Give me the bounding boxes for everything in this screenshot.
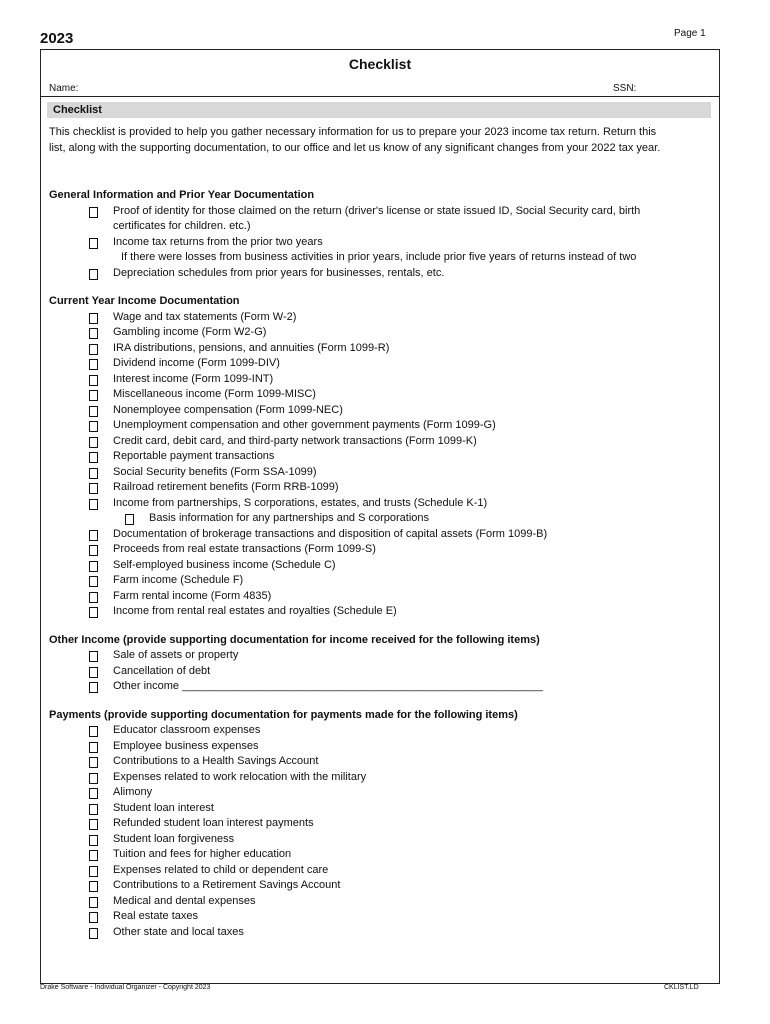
checklist-group xyxy=(49,633,709,695)
checklist-item xyxy=(49,604,709,620)
checkbox[interactable] xyxy=(89,468,98,479)
checkbox[interactable] xyxy=(89,928,98,939)
checklist-item-label: Educator classroom expenses xyxy=(113,724,261,736)
checklist-item xyxy=(49,434,709,450)
checklist-item-label: Proof of identity for those claimed on the return (driver's license or state issued ID, Social Security card, birth certificates for children. etc.) xyxy=(113,204,641,232)
checklist-item xyxy=(49,785,709,801)
checklist-group xyxy=(49,708,709,941)
checkbox[interactable] xyxy=(89,238,98,249)
group-title: Other Income (provide supporting documentation for income received for the following items) xyxy=(49,633,540,646)
footer-copyright: Drake Software - Individual Organizer - Copyright 2023 xyxy=(40,984,211,991)
checklist-item xyxy=(49,310,709,326)
checklist-item-label: Gambling income (Form W2-G) xyxy=(113,326,267,338)
checklist-item xyxy=(49,723,709,739)
checkbox[interactable] xyxy=(89,667,98,678)
checklist-item-label: Cancellation of debt xyxy=(113,664,211,677)
checklist-item xyxy=(49,558,709,574)
checkbox[interactable] xyxy=(89,757,98,768)
checklist-group xyxy=(49,294,709,620)
checklist-item xyxy=(49,542,709,558)
checklist-item xyxy=(49,341,709,357)
checklist-item-label: Railroad retirement benefits (Form RRB-1099) xyxy=(113,481,339,493)
checklist-item xyxy=(49,770,709,786)
form-title: Checklist xyxy=(348,56,412,72)
checklist-item xyxy=(49,235,709,251)
checkbox[interactable] xyxy=(89,912,98,923)
checklist-item-label: Refunded student loan interest payments xyxy=(113,817,314,829)
checklist-item-label: Dividend income (Form 1099-DIV) xyxy=(113,357,280,369)
checkbox[interactable] xyxy=(89,406,98,417)
checklist-item-label: Depreciation schedules from prior years for businesses, rentals, etc. xyxy=(113,266,445,279)
checklist-item-label: Student loan interest xyxy=(113,801,214,814)
footer-form-code: CKLIST.LD xyxy=(664,984,699,991)
checklist-item-label: Documentation of brokerage transactions and disposition of capital assets (Form 1099-B) xyxy=(113,527,548,540)
checkbox[interactable] xyxy=(89,819,98,830)
checkbox[interactable] xyxy=(89,499,98,510)
checkbox[interactable] xyxy=(89,452,98,463)
checkbox[interactable] xyxy=(89,530,98,541)
checklist-group xyxy=(49,188,709,281)
checklist-item-label: Income from rental real estates and royalties (Schedule E) xyxy=(113,605,397,617)
header-divider xyxy=(41,96,719,97)
checkbox[interactable] xyxy=(89,866,98,877)
checkbox[interactable] xyxy=(89,607,98,618)
checklist-item-label: Student loan forgiveness xyxy=(113,832,235,845)
tax-year: 2023 xyxy=(40,30,74,47)
checklist-item-label: Tuition and fees for higher education xyxy=(113,848,292,860)
checkbox[interactable] xyxy=(89,576,98,587)
checkbox[interactable] xyxy=(89,850,98,861)
checklist-item xyxy=(49,679,709,695)
checklist-item-label: Real estate taxes xyxy=(113,910,198,922)
checkbox[interactable] xyxy=(89,545,98,556)
checkbox[interactable] xyxy=(89,561,98,572)
checkbox[interactable] xyxy=(89,682,98,693)
checkbox[interactable] xyxy=(89,742,98,753)
checklist-item xyxy=(49,801,709,817)
ssn-field-label: SSN: xyxy=(613,83,637,94)
checklist-item-label: Sale of assets or property xyxy=(113,649,239,661)
section-header: Checklist xyxy=(47,102,711,118)
checkbox[interactable] xyxy=(89,804,98,815)
checklist-item-label: Nonemployee compensation (Form 1099-NEC) xyxy=(113,403,343,416)
checklist-item xyxy=(49,511,709,527)
checklist-item xyxy=(49,816,709,832)
checklist-groups xyxy=(49,188,709,953)
checkbox[interactable] xyxy=(89,726,98,737)
checklist-item xyxy=(49,832,709,848)
checklist-item-label: Expenses related to child or dependent care xyxy=(113,863,329,876)
checklist-item-label: Self-employed business income (Schedule C) xyxy=(113,558,336,571)
checklist-item-label: IRA distributions, pensions, and annuities (Form 1099-R) xyxy=(113,341,390,354)
checklist-item-label: Farm income (Schedule F) xyxy=(113,574,244,586)
checklist-item-label: Other state and local taxes xyxy=(113,925,244,938)
checklist-item-label: Credit card, debit card, and third-party network transactions (Form 1099-K) xyxy=(113,434,477,447)
intro-paragraph: This checklist is provided to help you gather necessary information for us to prepare your 2023 income tax return. Return this list, along with the supporting documentation, to our office and let us know of any significant changes from your 2022 tax year. xyxy=(49,126,661,154)
checklist-item xyxy=(49,325,709,341)
checklist-item-label: Wage and tax statements (Form W-2) xyxy=(113,310,297,323)
checklist-item-label: Contributions to a Health Savings Account xyxy=(113,755,319,767)
group-title: Current Year Income Documentation xyxy=(49,295,240,307)
checklist-item-label: Unemployment compensation and other government payments (Form 1099-G) xyxy=(113,419,496,431)
checklist-item xyxy=(49,480,709,496)
checkbox[interactable] xyxy=(89,437,98,448)
checklist-item xyxy=(49,847,709,863)
checklist-item-label: Farm rental income (Form 4835) xyxy=(113,589,272,602)
group-title: Payments (provide supporting documentation for payments made for the following items) xyxy=(49,708,518,721)
checkbox[interactable] xyxy=(89,835,98,846)
checklist-item-label: Alimony xyxy=(113,786,153,798)
checklist-item xyxy=(49,356,709,372)
checklist-item-note: If there were losses from business activities in prior years, include prior five years of returns instead of two xyxy=(121,251,637,263)
checkbox[interactable] xyxy=(89,390,98,401)
checkbox[interactable] xyxy=(89,344,98,355)
checkbox[interactable] xyxy=(89,421,98,432)
checklist-item xyxy=(49,418,709,434)
checklist-item-label: Income tax returns from the prior two years xyxy=(113,235,323,248)
checklist-item xyxy=(49,754,709,770)
checklist-item xyxy=(49,739,709,755)
checklist-item xyxy=(49,664,709,680)
checkbox[interactable] xyxy=(89,483,98,494)
checkbox[interactable] xyxy=(89,788,98,799)
checklist-item xyxy=(49,878,709,894)
checklist-item xyxy=(49,863,709,879)
checklist-item xyxy=(49,909,709,925)
checklist-item-label: Income from partnerships, S corporations, estates, and trusts (Schedule K-1) xyxy=(113,496,488,509)
checklist-item-label: Social Security benefits (Form SSA-1099) xyxy=(113,465,317,478)
checklist-item-label: Miscellaneous income (Form 1099-MISC) xyxy=(113,388,316,400)
page-number: Page 1 xyxy=(674,28,706,39)
checkbox[interactable] xyxy=(89,375,98,386)
name-field-label: Name: xyxy=(49,83,79,94)
checklist-item-label: Employee business expenses xyxy=(113,739,259,752)
checklist-item-label: Proceeds from real estate transactions (Form 1099-S) xyxy=(113,543,376,555)
checklist-item xyxy=(49,573,709,589)
checklist-item-label: Contributions to a Retirement Savings Account xyxy=(113,879,341,891)
checklist-item xyxy=(49,204,709,235)
checklist-item xyxy=(49,387,709,403)
checkbox[interactable] xyxy=(125,514,134,525)
checklist-item xyxy=(49,648,709,664)
checkbox[interactable] xyxy=(89,773,98,784)
checklist-item-label: Reportable payment transactions xyxy=(113,450,275,462)
checklist-item xyxy=(49,465,709,481)
checklist-item xyxy=(49,589,709,605)
checkbox[interactable] xyxy=(89,269,98,280)
checkbox[interactable] xyxy=(89,651,98,662)
checklist-form xyxy=(40,49,720,984)
checklist-item-label: Basis information for any partnerships and S corporations xyxy=(149,512,430,524)
group-title: General Information and Prior Year Documentation xyxy=(49,189,315,201)
checkbox[interactable] xyxy=(89,313,98,324)
checklist-item-label: Expenses related to work relocation with the military xyxy=(113,770,367,783)
checkbox[interactable] xyxy=(89,881,98,892)
checklist-item xyxy=(49,372,709,388)
checkbox[interactable] xyxy=(89,359,98,370)
checklist-item xyxy=(49,449,709,465)
checklist-item xyxy=(49,496,709,512)
checklist-item xyxy=(49,527,709,543)
checkbox[interactable] xyxy=(89,207,98,218)
checklist-item xyxy=(49,894,709,910)
checklist-item-label: Interest income (Form 1099-INT) xyxy=(113,372,274,385)
checklist-item-label: Medical and dental expenses xyxy=(113,894,256,907)
checkbox[interactable] xyxy=(89,328,98,339)
checklist-item xyxy=(49,925,709,941)
checklist-item xyxy=(49,403,709,419)
checklist-item-label: Other income ___________________________________________________________ xyxy=(113,680,544,692)
checklist-item xyxy=(49,266,709,282)
checkbox[interactable] xyxy=(89,592,98,603)
checkbox[interactable] xyxy=(89,897,98,908)
